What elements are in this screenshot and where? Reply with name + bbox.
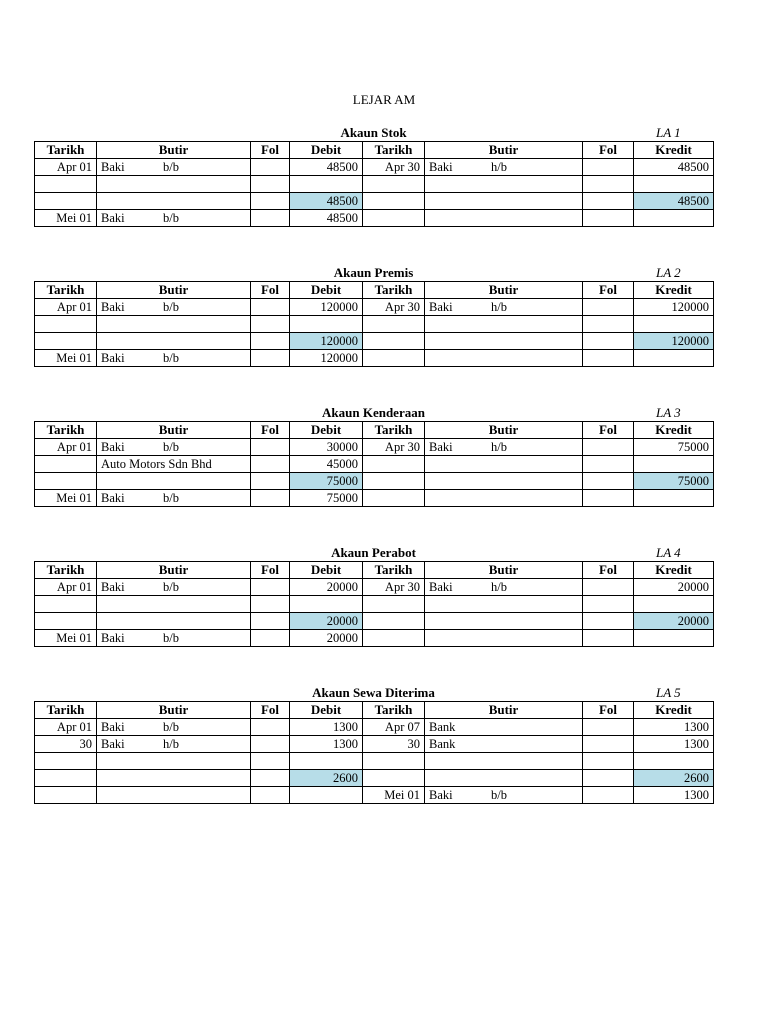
credit-amount: 20000 — [634, 613, 714, 630]
particulars-item: Baki — [429, 440, 453, 454]
debit-particulars — [97, 159, 251, 176]
credit-date — [363, 210, 425, 227]
particulars-item: Baki — [101, 631, 125, 645]
debit-amount: 30000 — [290, 439, 363, 456]
credit-date — [363, 456, 425, 473]
debit-particulars — [97, 596, 251, 613]
credit-folio — [583, 456, 634, 473]
debit-amount: 1300 — [290, 719, 363, 736]
credit-folio-header: Fol — [583, 562, 634, 579]
debit-particulars — [97, 579, 251, 596]
debit-date — [35, 176, 97, 193]
debit-header: Debit — [290, 702, 363, 719]
credit-date — [363, 490, 425, 507]
debit-date — [35, 770, 97, 787]
credit-date-header: Tarikh — [363, 282, 425, 299]
credit-folio — [583, 439, 634, 456]
credit-amount: 1300 — [634, 719, 714, 736]
ledger-row — [35, 770, 714, 787]
credit-particulars — [425, 193, 583, 210]
debit-amount: 75000 — [290, 473, 363, 490]
credit-particulars-header: Butir — [425, 282, 583, 299]
credit-folio — [583, 613, 634, 630]
debit-header: Debit — [290, 282, 363, 299]
credit-folio — [583, 596, 634, 613]
particulars-ref: h/b — [491, 580, 507, 594]
credit-header: Kredit — [634, 282, 714, 299]
credit-date — [363, 613, 425, 630]
credit-particulars — [425, 596, 583, 613]
credit-amount — [634, 490, 714, 507]
credit-folio-header: Fol — [583, 702, 634, 719]
credit-folio — [583, 299, 634, 316]
credit-particulars — [425, 333, 583, 350]
debit-amount: 48500 — [290, 159, 363, 176]
debit-date — [35, 787, 97, 804]
debit-particulars — [97, 350, 251, 367]
ledger-row — [35, 736, 714, 753]
debit-date: Apr 01 — [35, 579, 97, 596]
credit-folio — [583, 770, 634, 787]
credit-particulars — [425, 439, 583, 456]
debit-folio — [251, 176, 290, 193]
credit-folio-header: Fol — [583, 142, 634, 159]
credit-particulars — [425, 350, 583, 367]
credit-date: Apr 30 — [363, 299, 425, 316]
credit-folio — [583, 490, 634, 507]
credit-date-header: Tarikh — [363, 422, 425, 439]
credit-date — [363, 316, 425, 333]
ledger-table — [34, 141, 714, 227]
credit-particulars — [425, 473, 583, 490]
header-row — [35, 142, 714, 159]
debit-date — [35, 316, 97, 333]
credit-date: Apr 30 — [363, 159, 425, 176]
particulars-item: Baki — [101, 211, 125, 225]
account-code: LA 2 — [656, 265, 681, 280]
debit-header: Debit — [290, 142, 363, 159]
particulars-ref: h/b — [491, 440, 507, 454]
debit-folio — [251, 770, 290, 787]
credit-folio — [583, 350, 634, 367]
ledger-row — [35, 579, 714, 596]
credit-header: Kredit — [634, 422, 714, 439]
header-row — [35, 422, 714, 439]
debit-particulars-header: Butir — [97, 702, 251, 719]
particulars-item: Baki — [101, 351, 125, 365]
particulars-ref: b/b — [163, 440, 179, 454]
debit-amount: 2600 — [290, 770, 363, 787]
debit-particulars — [97, 753, 251, 770]
credit-folio — [583, 193, 634, 210]
debit-folio-header: Fol — [251, 282, 290, 299]
debit-folio — [251, 299, 290, 316]
particulars-item: Bank — [429, 737, 456, 751]
debit-amount: 45000 — [290, 456, 363, 473]
debit-particulars-header: Butir — [97, 562, 251, 579]
debit-amount: 75000 — [290, 490, 363, 507]
credit-amount: 48500 — [634, 193, 714, 210]
debit-particulars — [97, 176, 251, 193]
debit-particulars — [97, 316, 251, 333]
ledger-account — [34, 404, 713, 507]
debit-particulars — [97, 473, 251, 490]
credit-particulars-header: Butir — [425, 702, 583, 719]
particulars-ref: b/b — [491, 788, 507, 802]
credit-date — [363, 473, 425, 490]
credit-amount: 20000 — [634, 579, 714, 596]
credit-folio — [583, 719, 634, 736]
debit-amount — [290, 176, 363, 193]
particulars-ref: h/b — [163, 737, 179, 751]
ledger-row — [35, 210, 714, 227]
ledger-row — [35, 316, 714, 333]
debit-folio — [251, 613, 290, 630]
credit-particulars — [425, 210, 583, 227]
credit-folio — [583, 176, 634, 193]
debit-amount: 20000 — [290, 579, 363, 596]
debit-folio-header: Fol — [251, 702, 290, 719]
particulars-ref: h/b — [491, 160, 507, 174]
account-code: LA 5 — [656, 685, 681, 700]
credit-folio — [583, 753, 634, 770]
ledger-row — [35, 176, 714, 193]
debit-amount — [290, 787, 363, 804]
debit-particulars — [97, 299, 251, 316]
debit-folio-header: Fol — [251, 422, 290, 439]
credit-amount: 1300 — [634, 736, 714, 753]
account-name: Akaun Kenderaan — [322, 405, 425, 420]
particulars-item: Baki — [429, 160, 453, 174]
particulars-item: Baki — [429, 300, 453, 314]
debit-date — [35, 193, 97, 210]
credit-amount: 1300 — [634, 787, 714, 804]
debit-header: Debit — [290, 562, 363, 579]
header-row — [35, 282, 714, 299]
header-row — [35, 702, 714, 719]
debit-folio — [251, 719, 290, 736]
particulars-item: Bank — [429, 720, 456, 734]
particulars-item: Baki — [429, 788, 453, 802]
credit-date — [363, 176, 425, 193]
debit-amount: 120000 — [290, 333, 363, 350]
debit-folio — [251, 333, 290, 350]
debit-particulars — [97, 439, 251, 456]
ledger-row — [35, 193, 714, 210]
credit-date: Mei 01 — [363, 787, 425, 804]
credit-particulars — [425, 299, 583, 316]
ledger-row — [35, 439, 714, 456]
debit-particulars — [97, 456, 251, 473]
credit-particulars — [425, 159, 583, 176]
debit-amount: 48500 — [290, 210, 363, 227]
ledger-row — [35, 613, 714, 630]
credit-particulars — [425, 736, 583, 753]
credit-folio — [583, 316, 634, 333]
account-name: Akaun Stok — [340, 125, 407, 140]
ledger-account — [34, 124, 713, 227]
credit-folio — [583, 210, 634, 227]
debit-folio — [251, 630, 290, 647]
debit-particulars — [97, 719, 251, 736]
credit-amount: 75000 — [634, 439, 714, 456]
debit-folio-header: Fol — [251, 142, 290, 159]
ledger-row — [35, 490, 714, 507]
particulars-ref: b/b — [163, 300, 179, 314]
credit-amount: 120000 — [634, 333, 714, 350]
particulars-item: Baki — [429, 580, 453, 594]
debit-date: Apr 01 — [35, 439, 97, 456]
debit-folio — [251, 596, 290, 613]
credit-folio — [583, 579, 634, 596]
debit-amount: 120000 — [290, 350, 363, 367]
account-name: Akaun Sewa Diterima — [312, 685, 435, 700]
ledger-row — [35, 333, 714, 350]
credit-date: Apr 30 — [363, 579, 425, 596]
credit-date — [363, 193, 425, 210]
particulars-item: Baki — [101, 300, 125, 314]
debit-folio — [251, 193, 290, 210]
debit-particulars — [97, 193, 251, 210]
credit-date: Apr 07 — [363, 719, 425, 736]
debit-date: Apr 01 — [35, 299, 97, 316]
credit-folio — [583, 630, 634, 647]
particulars-ref: b/b — [163, 491, 179, 505]
ledger-row — [35, 787, 714, 804]
debit-date-header: Tarikh — [35, 562, 97, 579]
debit-amount: 20000 — [290, 630, 363, 647]
debit-particulars-header: Butir — [97, 422, 251, 439]
credit-particulars — [425, 316, 583, 333]
account-name: Akaun Perabot — [331, 545, 416, 560]
ledger-row — [35, 456, 714, 473]
debit-folio — [251, 159, 290, 176]
credit-amount — [634, 753, 714, 770]
debit-amount — [290, 753, 363, 770]
debit-date: Mei 01 — [35, 350, 97, 367]
credit-amount — [634, 350, 714, 367]
ledger-row — [35, 159, 714, 176]
debit-amount: 48500 — [290, 193, 363, 210]
credit-header: Kredit — [634, 142, 714, 159]
credit-particulars — [425, 787, 583, 804]
credit-folio — [583, 736, 634, 753]
account-code: LA 4 — [656, 545, 681, 560]
credit-date — [363, 333, 425, 350]
debit-date-header: Tarikh — [35, 422, 97, 439]
debit-folio — [251, 579, 290, 596]
particulars-item: Baki — [101, 580, 125, 594]
debit-date — [35, 456, 97, 473]
debit-amount: 1300 — [290, 736, 363, 753]
debit-particulars-header: Butir — [97, 142, 251, 159]
credit-amount — [634, 630, 714, 647]
credit-particulars-header: Butir — [425, 562, 583, 579]
debit-date: Apr 01 — [35, 719, 97, 736]
credit-folio-header: Fol — [583, 282, 634, 299]
ledger-account — [34, 264, 713, 367]
particulars-ref: b/b — [163, 580, 179, 594]
account-code: LA 3 — [656, 405, 681, 420]
ledger-account — [34, 544, 713, 647]
page-title: LEJAR AM — [352, 92, 416, 107]
credit-date — [363, 630, 425, 647]
credit-amount — [634, 456, 714, 473]
credit-date — [363, 753, 425, 770]
debit-folio-header: Fol — [251, 562, 290, 579]
ledger-table — [34, 421, 714, 507]
debit-date: Apr 01 — [35, 159, 97, 176]
debit-date: Mei 01 — [35, 630, 97, 647]
credit-particulars — [425, 630, 583, 647]
particulars-ref: b/b — [163, 211, 179, 225]
credit-amount — [634, 596, 714, 613]
debit-particulars — [97, 333, 251, 350]
ledger-row — [35, 719, 714, 736]
credit-amount: 48500 — [634, 159, 714, 176]
account-code: LA 1 — [656, 125, 681, 140]
debit-date — [35, 613, 97, 630]
debit-folio — [251, 490, 290, 507]
particulars-ref: b/b — [163, 160, 179, 174]
debit-amount — [290, 596, 363, 613]
credit-particulars — [425, 176, 583, 193]
debit-folio — [251, 439, 290, 456]
credit-particulars — [425, 613, 583, 630]
debit-folio — [251, 787, 290, 804]
credit-header: Kredit — [634, 702, 714, 719]
particulars-ref: b/b — [163, 720, 179, 734]
ledger-account — [34, 684, 713, 804]
credit-folio — [583, 159, 634, 176]
credit-date-header: Tarikh — [363, 702, 425, 719]
particulars-item: Auto Motors Sdn Bhd — [101, 457, 212, 471]
debit-particulars — [97, 210, 251, 227]
credit-particulars-header: Butir — [425, 422, 583, 439]
credit-folio — [583, 333, 634, 350]
debit-folio — [251, 753, 290, 770]
particulars-item: Baki — [101, 440, 125, 454]
credit-amount — [634, 316, 714, 333]
debit-folio — [251, 210, 290, 227]
debit-date-header: Tarikh — [35, 702, 97, 719]
debit-folio — [251, 350, 290, 367]
debit-folio — [251, 456, 290, 473]
credit-folio — [583, 473, 634, 490]
debit-header: Debit — [290, 422, 363, 439]
credit-date — [363, 770, 425, 787]
ledger-row — [35, 299, 714, 316]
debit-date: 30 — [35, 736, 97, 753]
particulars-item: Baki — [101, 737, 125, 751]
debit-date — [35, 596, 97, 613]
particulars-item: Baki — [101, 720, 125, 734]
credit-particulars — [425, 719, 583, 736]
debit-date-header: Tarikh — [35, 142, 97, 159]
debit-particulars — [97, 770, 251, 787]
debit-particulars — [97, 630, 251, 647]
credit-particulars — [425, 490, 583, 507]
credit-date — [363, 350, 425, 367]
debit-particulars — [97, 736, 251, 753]
particulars-item: Baki — [101, 160, 125, 174]
debit-folio — [251, 736, 290, 753]
credit-amount: 2600 — [634, 770, 714, 787]
debit-date-header: Tarikh — [35, 282, 97, 299]
credit-folio-header: Fol — [583, 422, 634, 439]
credit-particulars — [425, 579, 583, 596]
credit-date: Apr 30 — [363, 439, 425, 456]
credit-particulars-header: Butir — [425, 142, 583, 159]
particulars-ref: h/b — [491, 300, 507, 314]
ledger-table — [34, 561, 714, 647]
ledger-row — [35, 350, 714, 367]
credit-amount: 120000 — [634, 299, 714, 316]
debit-date: Mei 01 — [35, 490, 97, 507]
debit-folio — [251, 316, 290, 333]
ledger-row — [35, 753, 714, 770]
debit-folio — [251, 473, 290, 490]
debit-date — [35, 753, 97, 770]
particulars-ref: b/b — [163, 351, 179, 365]
debit-particulars — [97, 490, 251, 507]
debit-date — [35, 333, 97, 350]
ledger-row — [35, 596, 714, 613]
credit-particulars — [425, 770, 583, 787]
debit-amount — [290, 316, 363, 333]
debit-amount: 20000 — [290, 613, 363, 630]
particulars-ref: b/b — [163, 631, 179, 645]
header-row — [35, 562, 714, 579]
credit-date — [363, 596, 425, 613]
credit-amount — [634, 210, 714, 227]
debit-particulars — [97, 613, 251, 630]
credit-date-header: Tarikh — [363, 142, 425, 159]
credit-particulars — [425, 753, 583, 770]
credit-particulars — [425, 456, 583, 473]
debit-amount: 120000 — [290, 299, 363, 316]
ledger-row — [35, 630, 714, 647]
credit-amount — [634, 176, 714, 193]
credit-amount: 75000 — [634, 473, 714, 490]
ledger-table — [34, 701, 714, 804]
debit-particulars-header: Butir — [97, 282, 251, 299]
ledger-row — [35, 473, 714, 490]
credit-header: Kredit — [634, 562, 714, 579]
debit-particulars — [97, 787, 251, 804]
particulars-item: Baki — [101, 491, 125, 505]
account-name: Akaun Premis — [333, 265, 414, 280]
debit-date — [35, 473, 97, 490]
ledger-table — [34, 281, 714, 367]
debit-date: Mei 01 — [35, 210, 97, 227]
credit-date-header: Tarikh — [363, 562, 425, 579]
credit-folio — [583, 787, 634, 804]
credit-date: 30 — [363, 736, 425, 753]
